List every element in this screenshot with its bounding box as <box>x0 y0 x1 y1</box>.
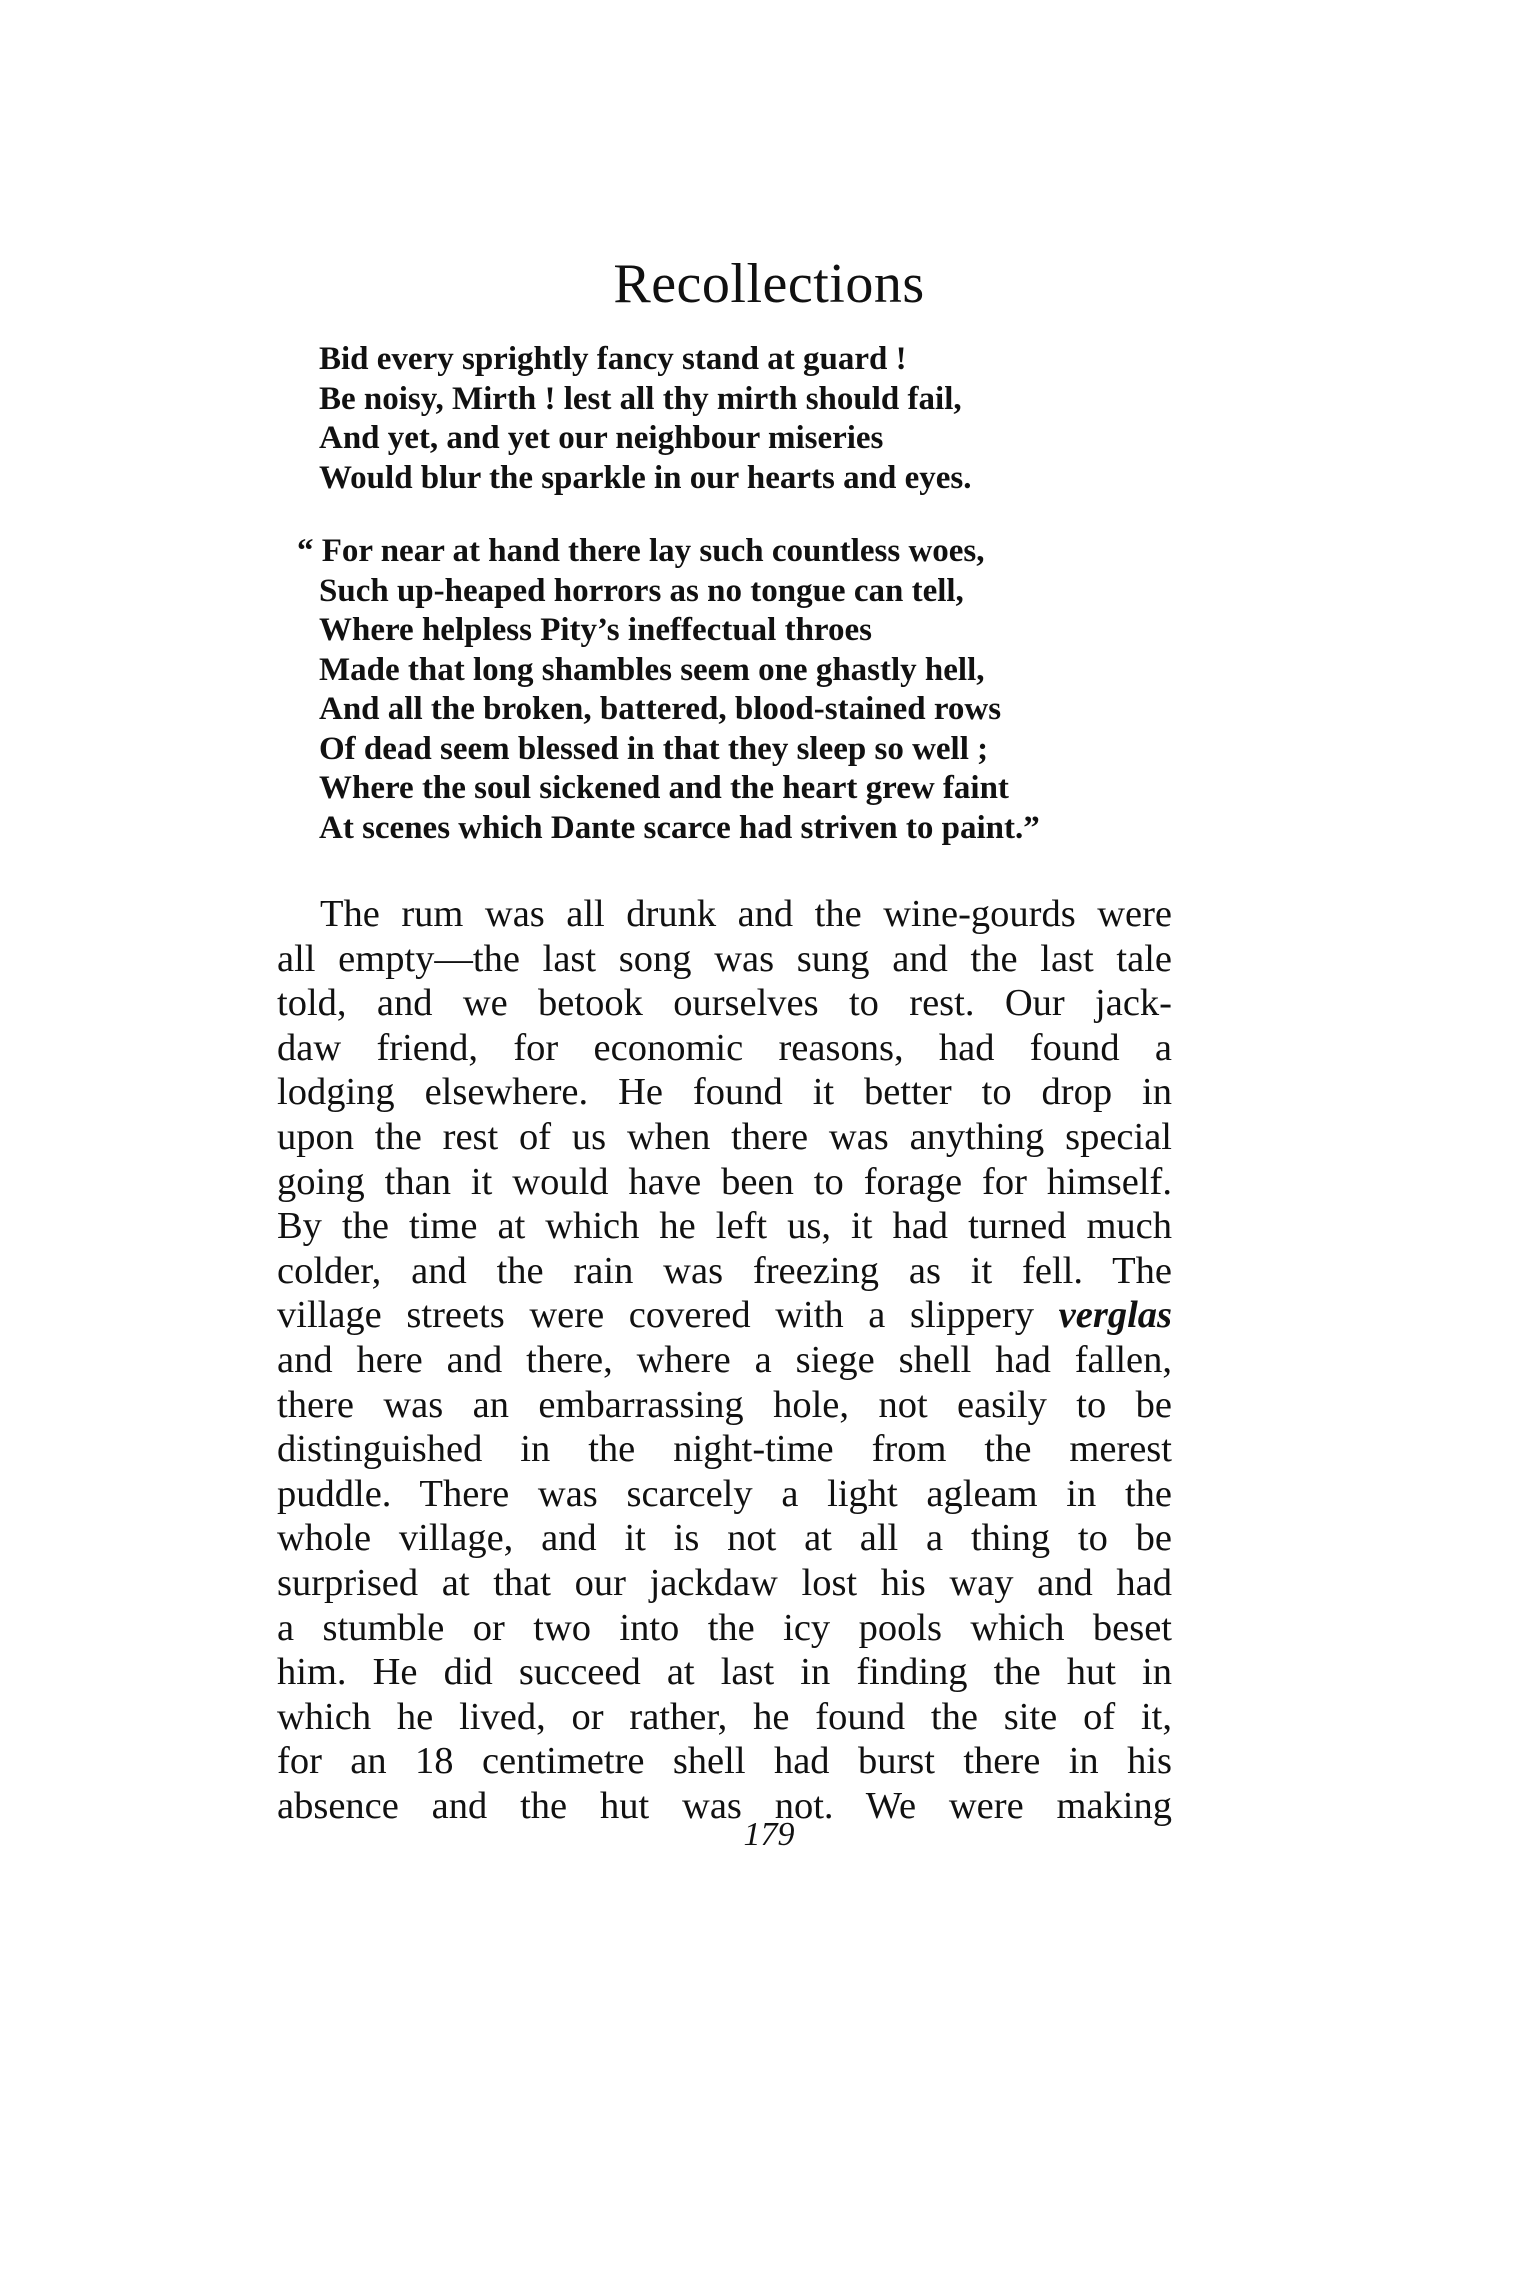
prose-line: whole village, and it is not at all a thing to be <box>277 1517 1172 1560</box>
verse-line: Where the soul sickened and the heart grew faint <box>319 770 1009 806</box>
prose-line: daw friend, for economic reasons, had found a <box>277 1026 1172 1069</box>
prose-line: surprised at that our jackdaw lost his way and had <box>277 1561 1172 1604</box>
prose-line <box>277 1293 1172 1338</box>
prose-line: going than it would have been to forage for himself. <box>277 1160 1172 1203</box>
italic-word: verglas <box>1058 1294 1172 1337</box>
prose-line: and here and there, where a siege shell had fallen, <box>277 1338 1172 1381</box>
prose-line: him. He did succeed at last in finding the hut in <box>277 1651 1172 1694</box>
prose-line: a stumble or two into the icy pools which beset <box>277 1606 1172 1649</box>
prose-line: for an 18 centimetre shell had burst there in his <box>277 1740 1172 1783</box>
prose-line: absence and the hut was not. We were making <box>277 1784 1172 1827</box>
verse-line: Where helpless Pity’s ineffectual throes <box>319 612 872 648</box>
verse-line: Bid every sprightly fancy stand at guard ! <box>319 341 907 377</box>
verse-line: And all the broken, battered, blood-stained rows <box>319 691 1002 727</box>
verse-line: Be noisy, Mirth ! lest all thy mirth should fail, <box>319 380 962 417</box>
verse-line: Made that long shambles seem one ghastly hell, <box>319 651 985 688</box>
page-number: 179 <box>743 1816 795 1853</box>
prose-line: told, and we betook ourselves to rest. Our jack- <box>277 982 1172 1025</box>
verse-line: Of dead seem blessed in that they sleep so well ; <box>319 730 989 767</box>
prose-line: lodging elsewhere. He found it better to drop in <box>277 1071 1172 1114</box>
running-head: Recollections <box>613 253 925 315</box>
prose-line: there was an embarrassing hole, not easily to be <box>277 1383 1172 1426</box>
poem-stanza-1 <box>319 340 971 498</box>
verse-line: Would blur the sparkle in our hearts and eyes. <box>319 459 972 496</box>
verse-line: And yet, and yet our neighbour miseries <box>319 420 884 456</box>
prose-line: The rum was all drunk and the wine-gourds were <box>320 893 1172 935</box>
prose-line: distinguished in the night-time from the merest <box>277 1428 1172 1471</box>
verse-line: Such up-heaped horrors as no tongue can tell, <box>319 572 964 609</box>
prose-line: upon the rest of us when there was anything special <box>277 1115 1172 1158</box>
prose-line: colder, and the rain was freezing as it fell. The <box>277 1249 1172 1292</box>
prose-line: By the time at which he left us, it had turned much <box>277 1205 1172 1248</box>
verse-line: “ For near at hand there lay such countless woes, <box>297 533 985 569</box>
prose-line: which he lived, or rather, he found the site of it, <box>277 1695 1172 1738</box>
prose-text: village streets were covered with a slippery <box>277 1294 1059 1337</box>
prose-line: puddle. There was scarcely a light agleam in the <box>277 1472 1172 1515</box>
verse-line: At scenes which Dante scarce had striven to paint.” <box>319 809 1040 846</box>
prose-line: all empty—the last song was sung and the last tale <box>277 937 1172 980</box>
prose-paragraph <box>277 892 1172 1828</box>
poem-stanza-2 <box>297 532 1040 848</box>
